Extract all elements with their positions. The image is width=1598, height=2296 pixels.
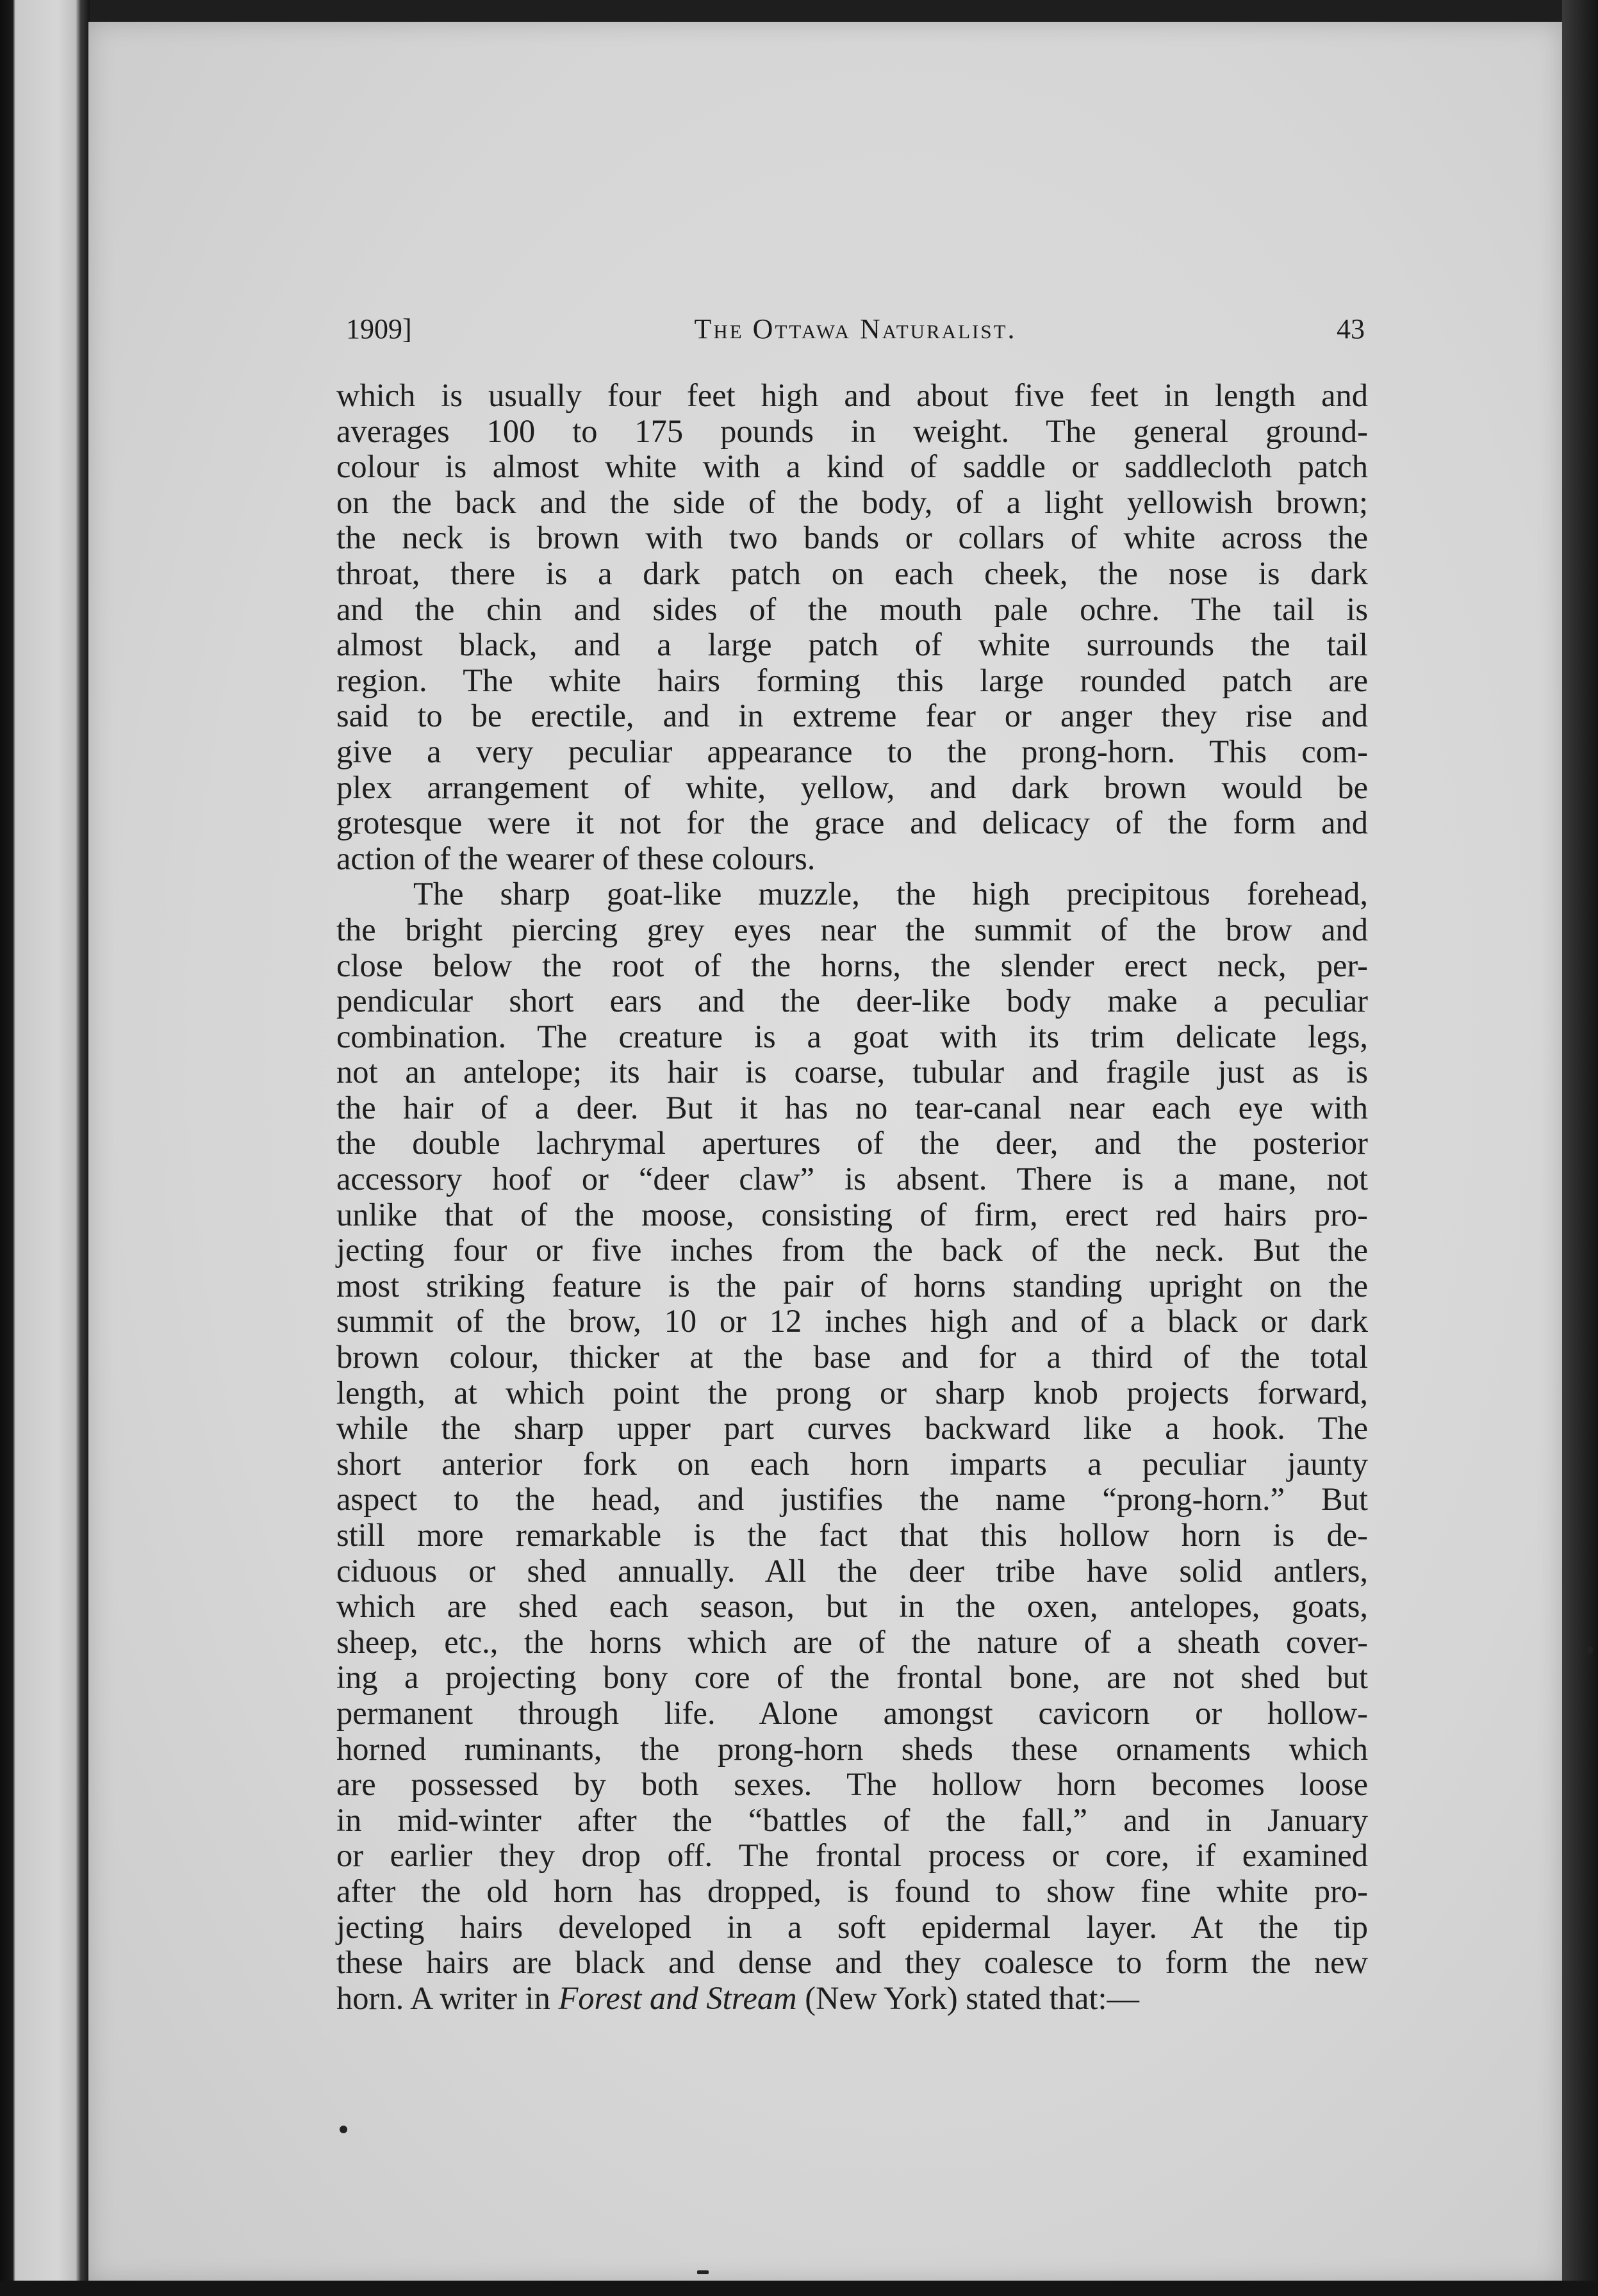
bottom-scan-edge <box>0 2281 1598 2296</box>
article-body <box>336 378 1368 2016</box>
paragraph-p2 <box>336 876 1368 2016</box>
text-line: jecting hairs developed in a soft epidermal layer. At the tip <box>336 1908 1368 1945</box>
text-line: which is usually four feet high and about five feet in length and <box>336 377 1368 413</box>
paragraph-p1 <box>336 378 1368 876</box>
text-line: grotesque were it not for the grace and delicacy of the form and <box>336 805 1368 841</box>
text-line: almost black, and a large patch of white surrounds the tail <box>336 627 1368 663</box>
text-line: colour is almost white with a kind of saddle or saddlecloth patch <box>336 448 1368 485</box>
text-line: on the back and the side of the body, of a light yellowish brown; <box>336 484 1368 520</box>
text-line: while the sharp upper part curves backward like a hook. The <box>336 1410 1368 1447</box>
text-line: said to be erectile, and in extreme fear or anger they rise and <box>336 698 1368 734</box>
text-line: pendicular short ears and the deer-like body make a peculiar <box>336 983 1368 1019</box>
text-line: region. The white hairs forming this large rounded patch are <box>336 662 1368 698</box>
print-speck <box>697 2270 709 2274</box>
text-line: not an antelope; its hair is coarse, tubular and fragile just as is <box>336 1054 1368 1090</box>
text-line: are possessed by both sexes. The hollow horn becomes loose <box>336 1766 1368 1803</box>
text-line: after the old horn has dropped, is found to show fine white pro- <box>336 1873 1368 1909</box>
text-line: these hairs are black and dense and they coalesce to form the new <box>336 1944 1368 1981</box>
text-line: permanent through life. Alone amongst cavicorn or hollow- <box>336 1694 1368 1731</box>
text-line: in mid-winter after the “battles of the fall,” and in January <box>336 1801 1368 1838</box>
text-line: the double lachrymal apertures of the deer, and the posterior <box>336 1125 1368 1161</box>
text-line: which are shed each season, but in the oxen, antelopes, goats, <box>336 1588 1368 1625</box>
text-line: the hair of a deer. But it has no tear-canal near each eye with <box>336 1089 1368 1126</box>
right-scan-edge <box>1562 0 1598 2296</box>
text-line: or earlier they drop off. The frontal process or core, if examined <box>336 1837 1368 1874</box>
text-line: summit of the brow, 10 or 12 inches high and of a black or dark <box>336 1303 1368 1340</box>
text-line: length, at which point the prong or sharp knob projects forward, <box>336 1374 1368 1411</box>
text-line: close below the root of the horns, the slender erect neck, per- <box>336 947 1368 983</box>
text-segment: horn. A writer in <box>336 1980 559 2016</box>
text-line: brown colour, thicker at the base and for a third of the total <box>336 1339 1368 1375</box>
text-segment: (New York) stated that:— <box>796 1980 1140 2016</box>
text-line: accessory hoof or “deer claw” is absent. There is a mane, not <box>336 1161 1368 1197</box>
page-binding-edge <box>0 0 90 2296</box>
publication-title: Forest and Stream <box>558 1980 797 2016</box>
text-line: horned ruminants, the prong-horn sheds these ornaments which <box>336 1730 1368 1767</box>
print-speck <box>1586 1646 1593 1654</box>
page-number: 43 <box>1337 313 1365 345</box>
text-line: sheep, etc., the horns which are of the nature of a sheath cover- <box>336 1623 1368 1660</box>
text-line: ing a projecting bony core of the frontal bone, are not shed but <box>336 1659 1368 1696</box>
text-line: still more remarkable is the fact that this hollow horn is de- <box>336 1517 1368 1553</box>
text-line: combination. The creature is a goat with its trim delicate legs, <box>336 1018 1368 1054</box>
running-header <box>346 313 1365 351</box>
print-speck <box>340 2126 347 2133</box>
text-line: throat, there is a dark patch on each cheek, the nose is dark <box>336 555 1368 591</box>
text-line: the neck is brown with two bands or collars of white across the <box>336 520 1368 556</box>
text-line: averages 100 to 175 pounds in weight. The general ground- <box>336 413 1368 449</box>
header-journal-title: The Ottawa Naturalist. <box>694 313 1017 345</box>
text-line: and the chin and sides of the mouth pale ochre. The tail is <box>336 591 1368 627</box>
text-line: short anterior fork on each horn imparts a peculiar jaunty <box>336 1445 1368 1482</box>
text-line: The sharp goat-like muzzle, the high precipitous forehead, <box>413 876 1368 912</box>
text-line: plex arrangement of white, yellow, and dark brown would be <box>336 769 1368 805</box>
text-line: unlike that of the moose, consisting of firm, erect red hairs pro- <box>336 1196 1368 1233</box>
text-line: aspect to the head, and justifies the name “prong-horn.” But <box>336 1481 1368 1518</box>
header-year: 1909] <box>346 313 412 345</box>
text-line: action of the wearer of these colours. <box>336 840 816 876</box>
text-line: the bright piercing grey eyes near the summit of the brow and <box>336 911 1368 947</box>
text-line: give a very peculiar appearance to the prong-horn. This com- <box>336 733 1368 769</box>
text-line: ciduous or shed annually. All the deer tribe have solid antlers, <box>336 1552 1368 1589</box>
text-line: jecting four or five inches from the back of the neck. But the <box>336 1232 1368 1268</box>
text-line: most striking feature is the pair of horns standing upright on the <box>336 1267 1368 1304</box>
text-line <box>336 1981 1368 2017</box>
